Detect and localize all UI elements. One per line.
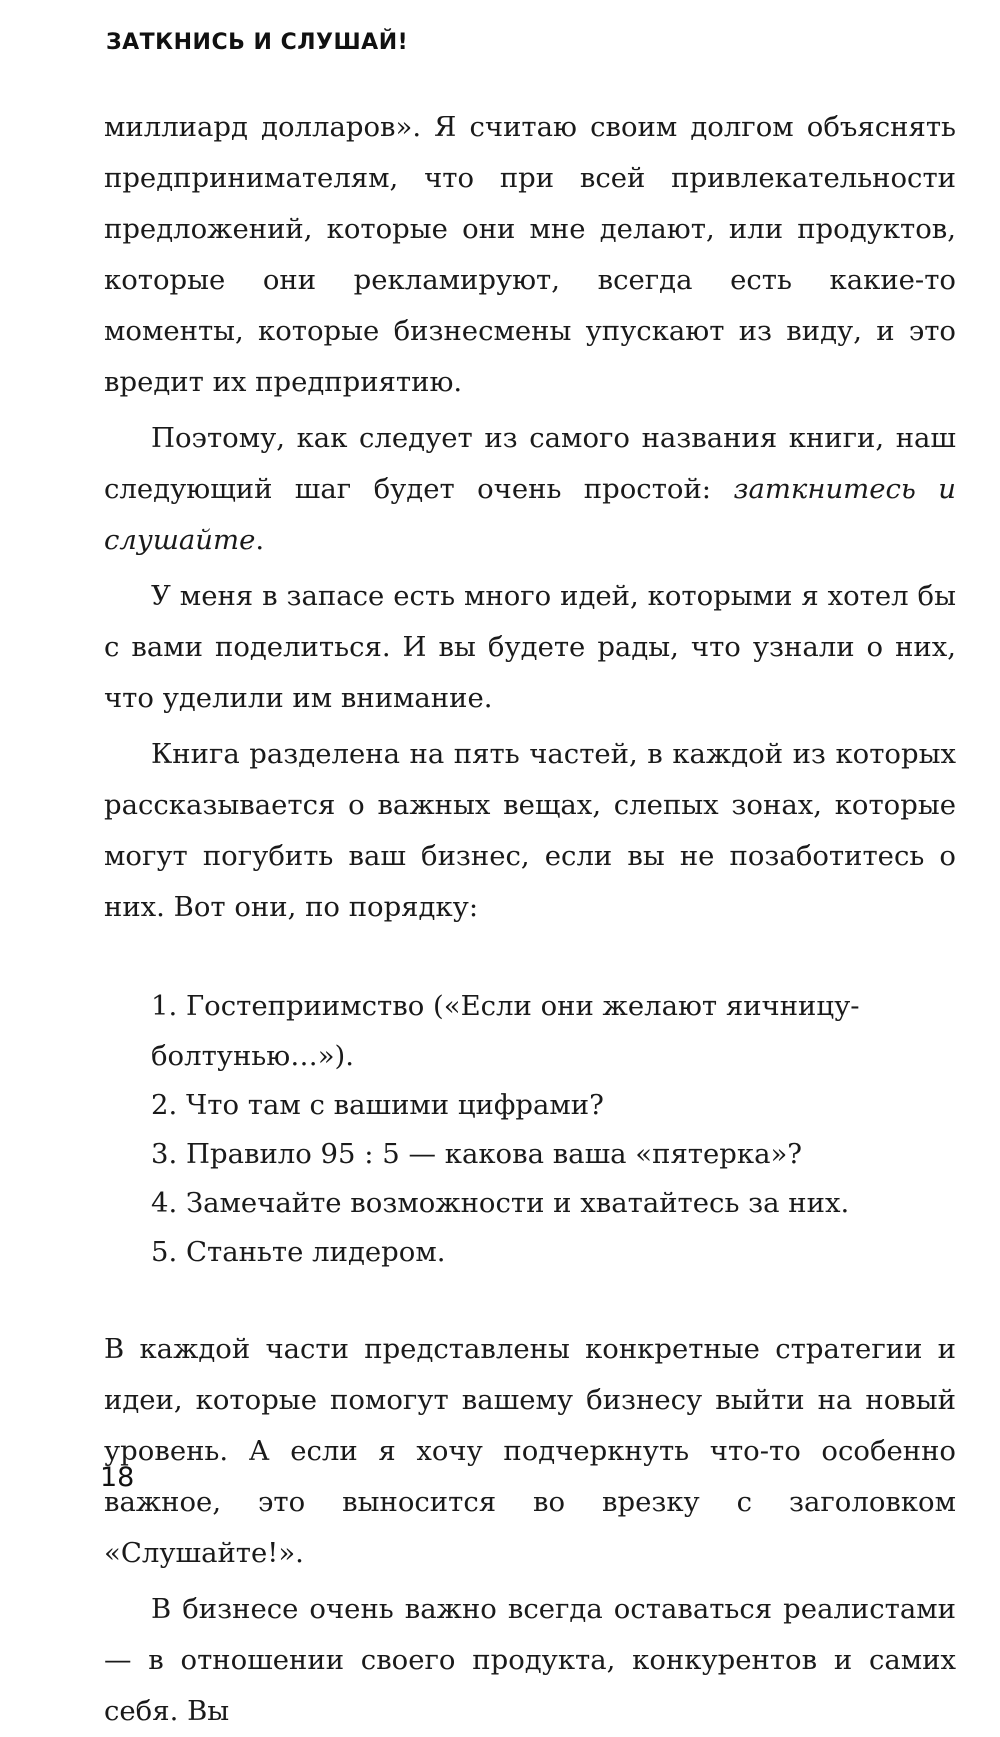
running-title: ЗАТКНИСЬ И СЛУШАЙ! <box>106 30 409 55</box>
list-item: 4. Замечайте возможности и хватайтесь за них. <box>151 1187 850 1219</box>
list-item: 3. Правило 95 : 5 — какова ваша «пятерка»? <box>151 1138 803 1170</box>
paragraph-2-text: Поэтому, как следует из самого названия книги, наш следующий шаг будет очень простой: <box>104 422 956 505</box>
page-number: 18 <box>100 1462 135 1493</box>
list-item: 2. Что там с вашими цифрами? <box>151 1089 604 1121</box>
paragraph-3: У меня в запасе есть много идей, которыми я хотел бы с вами поделиться. И вы будете рады, что узнали о них, что уделили им внимание. <box>104 580 956 714</box>
paragraph-5: В каждой части представлены конкретные стратегии и идеи, которые помогут вашему бизнесу выйти на новый уровень. А если я хочу подчеркнуть что-то особенно важное, это выносится во врезку с заголовком «Слушайте!». <box>104 1333 956 1569</box>
parts-list <box>104 981 956 1277</box>
list-item: 5. Станьте лидером. <box>151 1236 446 1268</box>
paragraph-6: В бизнесе очень важно всегда оставаться реалистами — в отношении своего продукта, конкурентов и самих себя. Вы <box>104 1593 956 1727</box>
paragraph-2-end: . <box>255 524 265 556</box>
list-item: 1. Гостеприимство («Если они желают яичницу-болтунью…»). <box>151 990 860 1072</box>
paragraph-2 <box>104 413 956 566</box>
page-body <box>104 102 956 1737</box>
paragraph-1: миллиард долларов». Я считаю своим долгом объяснять предпринимателям, что при всей привлекательности предложений, которые они мне делают, или продуктов, которые они рекламируют, всегда есть какие-то моменты, которые бизнесмены упускают из виду, и это вредит их предприятию. <box>104 111 956 398</box>
paragraph-2-emphasis: заткнитесь и слушайте <box>104 473 956 556</box>
paragraph-4: Книга разделена на пять частей, в каждой из которых рассказывается о важных вещах, слепых зонах, которые могут погубить ваш бизнес, если вы не позаботитесь о них. Вот они, по порядку: <box>104 738 956 923</box>
